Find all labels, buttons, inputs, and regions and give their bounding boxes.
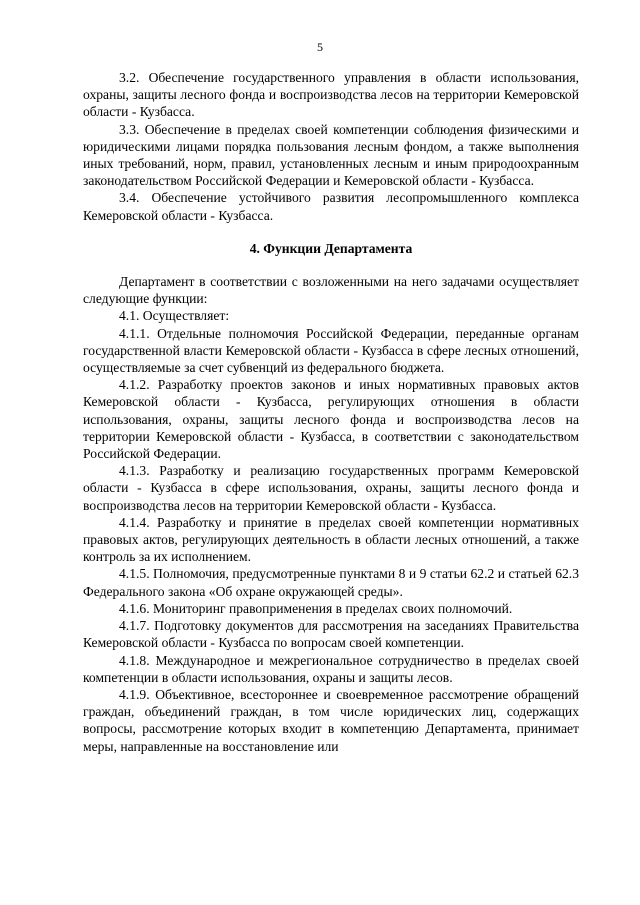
paragraph-4-1-8: 4.1.8. Международное и межрегиональное сотрудничество в пределах своей компетенции в области использования, охраны и защиты лесов. bbox=[83, 652, 579, 685]
paragraph-4-1: 4.1. Осуществляет: bbox=[119, 308, 230, 324]
section-heading: 4. Функции Департамента bbox=[249, 240, 413, 256]
paragraph-4-1-7: 4.1.7. Подготовку документов для рассмотрения на заседаниях Правительства Кемеровской области - Кузбасса по вопросам своей компетенции. bbox=[83, 618, 579, 651]
paragraph-4-1-6: 4.1.6. Мониторинг правоприменения в пределах своих полномочий. bbox=[119, 600, 513, 616]
paragraph-intro: Департамент в соответствии с возложенными на него задачами осуществляет следующие функции: bbox=[83, 274, 579, 307]
paragraph-3-2: 3.2. Обеспечение государственного управления в области использования, охраны, защиты лесного фонда и воспроизводства лесов на территории Кемеровской области - Кузбасса. bbox=[83, 70, 579, 120]
paragraph-4-1-9: 4.1.9. Объективное, всестороннее и своевременное рассмотрение обращений граждан, объединений граждан, в том числе юридических лиц, содержащих вопросы, рассмотрение которых входит в компетенцию Департамента, принимает меры, направленные на восстановление или bbox=[83, 686, 579, 754]
paragraph-4-1-1: 4.1.1. Отдельные полномочия Российской Федерации, переданные органам государственной власти Кемеровской области - Кузбасса в сфере лесных отношений, осуществляемые за счет субвенций из федерального бюджета. bbox=[83, 325, 579, 376]
paragraph-4-1-4: 4.1.4. Разработку и принятие в пределах своей компетенции нормативных правовых актов, регулирующих деятельность в области лесных отношений, а также контроль за их исполнением. bbox=[83, 514, 579, 565]
paragraph-4-1-3: 4.1.3. Разработку и реализацию государственных программ Кемеровской области - Кузбасса в сфере использования, охраны, защиты лесного фонда и воспроизводства лесов на территории Кемеровской области - Кузбасса. bbox=[83, 463, 579, 513]
document-body bbox=[83, 69, 579, 755]
paragraph-4-1-5: 4.1.5. Полномочия, предусмотренные пунктами 8 и 9 статьи 62.2 и статьей 62.3 Федерального закона «Об охране окружающей среды». bbox=[83, 566, 579, 599]
paragraph-3-3: 3.3. Обеспечение в пределах своей компетенции соблюдения физическими и юридическими лицами порядка пользования лесным фондом, а также выполнения иных требований, норм, правил, установленных лесным и иным природоохранным законодательством Российской Федерации и Кемеровской области - Кузбасса. bbox=[83, 121, 579, 189]
page-number: 5 bbox=[317, 40, 323, 54]
paragraph-3-4: 3.4. Обеспечение устойчивого развития лесопромышленного комплекса Кемеровской области - Кузбасса. bbox=[83, 190, 579, 223]
paragraph-4-1-2: 4.1.2. Разработку проектов законов и иных нормативных правовых актов Кемеровской области - Кузбасса, регулирующих отношения в области использования, охраны, защиты лесного фонда и воспроизводства лесов на территории Кемеровской области - Кузбасса, в соответствии с законодательством Российской Федерации. bbox=[83, 377, 579, 462]
